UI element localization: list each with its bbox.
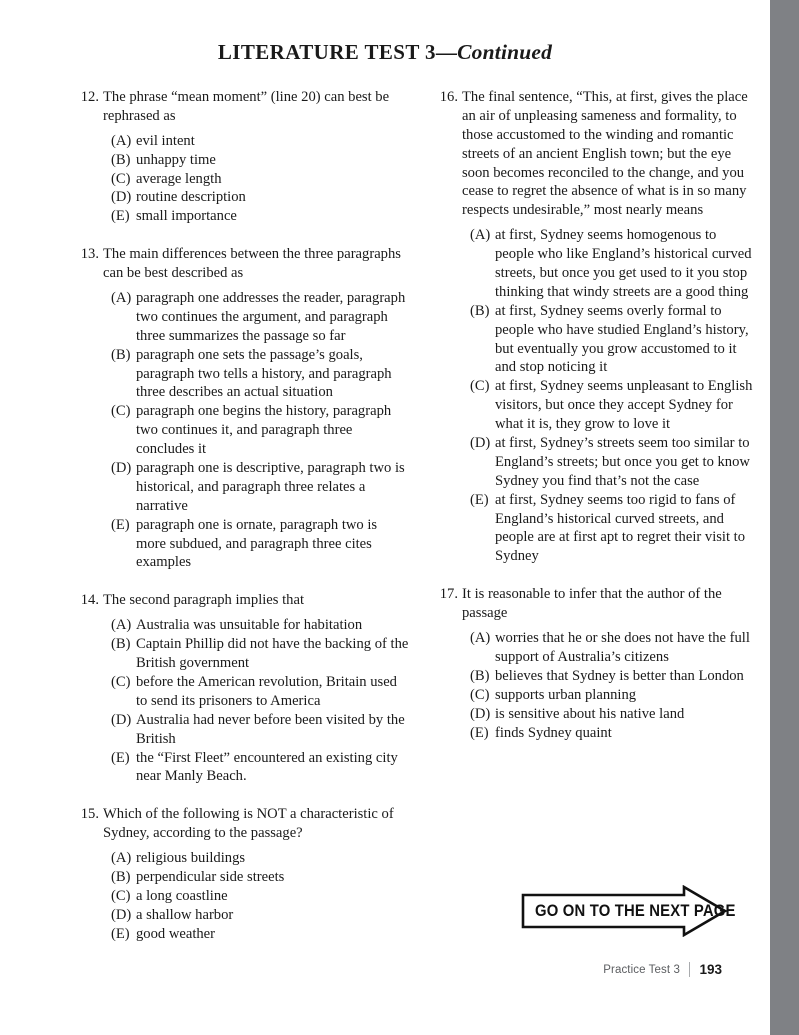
answer-choice-text: believes that Sydney is better than London xyxy=(495,667,744,684)
answer-choice[interactable] xyxy=(111,868,410,887)
question-stem xyxy=(437,88,757,220)
answer-choice-label: (C) xyxy=(470,378,490,395)
answer-choice-text: evil intent xyxy=(136,132,195,149)
question-number: 13. xyxy=(80,246,99,263)
answer-choice-label: (C) xyxy=(111,403,131,420)
answer-choice[interactable] xyxy=(111,459,410,516)
question-stem-text: The final sentence, “This, at first, gives the place an air of unpleasing sameness and formality, to those accustomed to the winding and romantic streets of an ancient English town; but the eye soon becomes reconciled to the change, and you cease to regret the absence of what is in so many respects undesirable,” most nearly means xyxy=(462,89,748,219)
answer-choice-label: (A) xyxy=(470,227,491,244)
answer-choice-label: (E) xyxy=(111,516,130,533)
question-stem-text: The second paragraph implies that xyxy=(103,592,304,609)
answer-choice-label: (A) xyxy=(470,630,491,647)
go-on-banner-label: GO ON TO THE NEXT PAGE xyxy=(535,901,736,920)
answer-choice-text: paragraph one begins the history, paragraph two continues it, and paragraph three concludes it xyxy=(136,403,392,458)
answer-choice-label: (B) xyxy=(111,636,131,653)
answer-choice[interactable] xyxy=(470,705,757,724)
answer-choice-text: at first, Sydney’s streets seem too similar to England’s streets; but once you get to know Sydney you find that’s not the case xyxy=(495,435,750,489)
answer-choice-list xyxy=(78,289,410,572)
answer-choice-text: Captain Phillip did not have the backing of the British government xyxy=(136,636,409,672)
answer-choice[interactable] xyxy=(111,635,410,673)
answer-choice-label: (C) xyxy=(470,686,490,703)
answer-choice[interactable] xyxy=(470,226,757,302)
answer-choice-text: supports urban planning xyxy=(495,686,637,703)
answer-choice-list xyxy=(78,616,410,786)
answer-choice[interactable] xyxy=(111,132,410,151)
answer-choice[interactable] xyxy=(111,749,410,787)
answer-choice[interactable] xyxy=(470,434,757,491)
question-stem xyxy=(78,245,410,283)
answer-choice-label: (D) xyxy=(111,189,132,206)
question-stem-text: Which of the following is NOT a characteristic of Sydney, according to the passage? xyxy=(103,806,394,842)
answer-choice[interactable] xyxy=(111,289,410,346)
answer-choice[interactable] xyxy=(470,667,757,686)
answer-choice-text: unhappy time xyxy=(136,151,216,168)
answer-choice[interactable] xyxy=(111,516,410,573)
answer-choice-text: religious buildings xyxy=(136,850,246,867)
left-column xyxy=(78,88,410,963)
answer-choice[interactable] xyxy=(470,724,757,743)
answer-choice[interactable] xyxy=(470,377,757,434)
answer-choice-text: average length xyxy=(136,170,222,187)
footer-divider xyxy=(689,962,691,977)
answer-choice-label: (B) xyxy=(111,151,131,168)
answer-choice-text: at first, Sydney seems too rigid to fans of England’s historical curved streets, and people are at first apt to regret their visit to Sydney xyxy=(495,491,746,565)
answer-choice[interactable] xyxy=(111,188,410,207)
answer-choice-text: Australia had never before been visited by the British xyxy=(136,711,405,747)
answer-choice-text: paragraph one sets the passage’s goals, paragraph two tells a history, and paragraph three describes an actual situation xyxy=(136,346,392,401)
answer-choice-text: paragraph one addresses the reader, paragraph two continues the argument, and paragraph three summarizes the passage so far xyxy=(136,290,406,344)
answer-choice-list xyxy=(78,849,410,943)
answer-choice[interactable] xyxy=(111,402,410,459)
answer-choice-label: (E) xyxy=(470,724,489,741)
answer-choice-text: small importance xyxy=(136,208,237,225)
answer-choice-label: (C) xyxy=(111,673,131,690)
answer-choice[interactable] xyxy=(111,887,410,906)
answer-choice[interactable] xyxy=(111,849,410,868)
answer-choice[interactable] xyxy=(111,616,410,635)
right-column xyxy=(437,88,757,761)
answer-choice-text: a long coastline xyxy=(136,887,228,904)
answer-choice-text: routine description xyxy=(136,189,246,206)
question-stem xyxy=(437,585,757,623)
answer-choice-label: (B) xyxy=(111,868,131,885)
question-number: 14. xyxy=(80,592,99,609)
answer-choice[interactable] xyxy=(111,673,410,711)
right-edge-bar xyxy=(770,0,799,1035)
answer-choice-label: (D) xyxy=(111,460,132,477)
question-item xyxy=(78,245,410,572)
question-item xyxy=(78,88,410,226)
answer-choice-label: (E) xyxy=(111,749,130,766)
answer-choice[interactable] xyxy=(111,906,410,925)
question-stem-text: The phrase “mean moment” (line 20) can best be rephrased as xyxy=(103,89,390,124)
go-on-to-next-page-banner xyxy=(521,885,736,937)
answer-choice-label: (A) xyxy=(111,132,132,149)
answer-choice[interactable] xyxy=(470,491,757,567)
answer-choice-label: (B) xyxy=(470,667,490,684)
question-item xyxy=(78,805,410,943)
answer-choice-text: finds Sydney quaint xyxy=(495,724,612,741)
answer-choice[interactable] xyxy=(111,346,410,403)
test-title: LITERATURE TEST 3 xyxy=(217,40,436,64)
answer-choice[interactable] xyxy=(470,302,757,378)
question-item xyxy=(78,591,410,786)
answer-choice-label: (B) xyxy=(470,302,490,319)
answer-choice-text: the “First Fleet” encountered an existing city near Manly Beach. xyxy=(136,749,398,785)
answer-choice-text: good weather xyxy=(136,925,216,942)
question-stem xyxy=(78,805,410,843)
answer-choice[interactable] xyxy=(111,711,410,749)
answer-choice-label: (E) xyxy=(111,208,130,225)
answer-choice[interactable] xyxy=(111,151,410,170)
answer-choice-text: before the American revolution, Britain used to send its prisoners to America xyxy=(136,673,397,709)
answer-choice-label: (E) xyxy=(470,491,489,508)
question-number: 15. xyxy=(80,806,99,823)
answer-choice-label: (D) xyxy=(111,906,132,923)
answer-choice[interactable] xyxy=(470,686,757,705)
answer-choice[interactable] xyxy=(111,207,410,226)
title-dash: — xyxy=(435,40,458,64)
answer-choice-label: (A) xyxy=(111,290,132,307)
answer-choice[interactable] xyxy=(111,925,410,944)
answer-choice-text: is sensitive about his native land xyxy=(495,705,685,722)
answer-choice-label: (D) xyxy=(470,705,491,722)
question-stem xyxy=(78,591,410,610)
answer-choice-list xyxy=(437,226,757,566)
answer-choice-text: a shallow harbor xyxy=(136,906,234,923)
answer-choice[interactable] xyxy=(111,170,410,189)
answer-choice-label: (E) xyxy=(111,925,130,942)
page-title xyxy=(0,40,770,65)
answer-choice-text: at first, Sydney seems homogenous to people who like England’s historical curved streets, but once you get used to it you stop thinking that windy streets are a good thing xyxy=(495,227,752,300)
answer-choice-label: (D) xyxy=(470,435,491,452)
question-item xyxy=(437,88,757,566)
answer-choice-text: Australia was unsuitable for habitation xyxy=(136,617,363,634)
question-stem-text: It is reasonable to infer that the author of the passage xyxy=(462,586,722,622)
answer-choice-list xyxy=(437,629,757,742)
answer-choice-list xyxy=(78,132,410,226)
question-item xyxy=(437,585,757,742)
answer-choice-label: (C) xyxy=(111,170,131,187)
question-number: 17. xyxy=(439,586,458,603)
answer-choice-text: paragraph one is descriptive, paragraph two is historical, and paragraph three relates a narrative xyxy=(136,460,405,514)
answer-choice-text: paragraph one is ornate, paragraph two is more subdued, and paragraph three cites examples xyxy=(136,516,378,571)
page-footer xyxy=(603,962,722,977)
answer-choice[interactable] xyxy=(470,629,757,667)
answer-choice-label: (A) xyxy=(111,617,132,634)
answer-choice-text: at first, Sydney seems unpleasant to English visitors, but once they accept Sydney for what it is, they grow to love it xyxy=(495,378,753,433)
question-stem-text: The main differences between the three paragraphs can be best described as xyxy=(103,246,401,282)
question-stem xyxy=(78,88,410,126)
question-number: 16. xyxy=(439,89,458,105)
question-number: 12. xyxy=(80,89,99,105)
answer-choice-label: (A) xyxy=(111,850,132,867)
answer-choice-label: (C) xyxy=(111,887,131,904)
footer-page-number: 193 xyxy=(699,962,722,977)
title-continued: Continued xyxy=(457,40,553,64)
answer-choice-text: worries that he or she does not have the full support of Australia’s citizens xyxy=(495,630,750,665)
footer-test-label: Practice Test 3 xyxy=(603,963,680,976)
answer-choice-text: perpendicular side streets xyxy=(136,868,285,885)
answer-choice-label: (B) xyxy=(111,346,131,363)
answer-choice-label: (D) xyxy=(111,711,132,728)
answer-choice-text: at first, Sydney seems overly formal to people who have studied England’s history, but eventually you grow accustomed to it and stop noticing it xyxy=(495,302,749,376)
